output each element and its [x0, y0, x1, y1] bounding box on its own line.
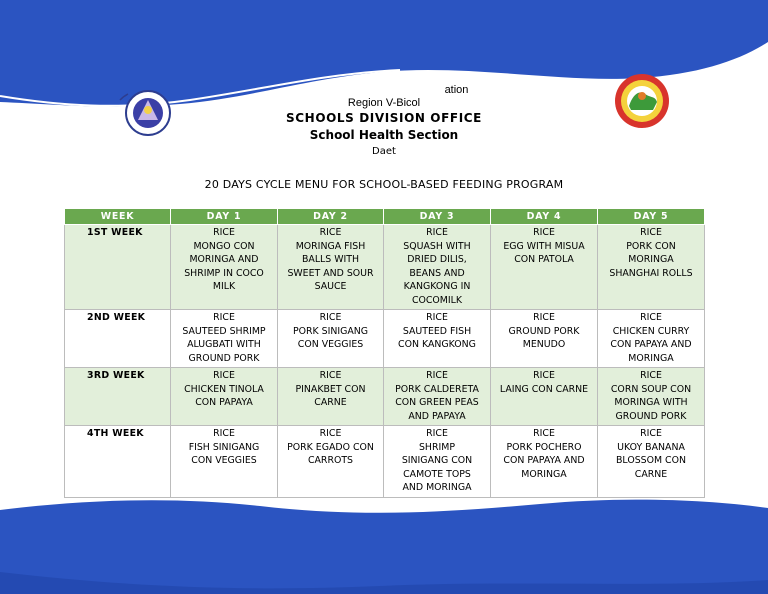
menu-cell: RICE CHICKEN TINOLA CON PAPAYA: [171, 368, 278, 426]
table-row-week-3: [65, 368, 705, 426]
column-header-day-5: DAY 5: [598, 209, 705, 225]
menu-cell: RICE PORK CALDERETA CON GREEN PEAS AND PAPAYA: [384, 368, 491, 426]
table-row-week-2: [65, 310, 705, 368]
menu-cell: RICE EGG WITH MISUA CON PATOLA: [491, 225, 598, 310]
menu-cell: RICE GROUND PORK MENUDO: [491, 310, 598, 368]
column-header-day-2: DAY 2: [278, 209, 384, 225]
week-label: 4TH WEEK: [65, 426, 171, 498]
menu-cell: RICE UKOY BANANA BLOSSOM CON CARNE: [598, 426, 705, 498]
column-header-day-3: DAY 3: [384, 209, 491, 225]
bottom-decorative-band: [0, 496, 768, 594]
column-header-day-1: DAY 1: [171, 209, 278, 225]
table-header-row: [65, 209, 705, 225]
menu-cell: RICE PORK SINIGANG CON VEGGIES: [278, 310, 384, 368]
table-row-week-1: [65, 225, 705, 310]
menu-cell: RICE PORK CON MORINGA SHANGHAI ROLLS: [598, 225, 705, 310]
table-row-week-4: [65, 426, 705, 498]
menu-cell: RICE FISH SINIGANG CON VEGGIES: [171, 426, 278, 498]
menu-cell: RICE PORK EGADO CON CARROTS: [278, 426, 384, 498]
city-line: Daet: [372, 146, 396, 157]
menu-cell: RICE LAING CON CARNE: [491, 368, 598, 426]
department-line-partial: ation: [444, 84, 469, 96]
section-title: School Health Section: [309, 128, 459, 142]
menu-title: 20 DAYS CYCLE MENU FOR SCHOOL-BASED FEEDING PROGRAM: [204, 178, 564, 191]
menu-cell: RICE MONGO CON MORINGA AND SHRIMP IN COCO MILK: [171, 225, 278, 310]
menu-cell: RICE CORN SOUP CON MORINGA WITH GROUND PORK: [598, 368, 705, 426]
column-header-day-4: DAY 4: [491, 209, 598, 225]
region-line: Region V-Bicol: [347, 97, 421, 109]
menu-cell: RICE SAUTEED SHRIMP ALUGBATI WITH GROUND PORK: [171, 310, 278, 368]
column-header-week: WEEK: [65, 209, 171, 225]
menu-cell: RICE MORINGA FISH BALLS WITH SWEET AND SOUR SAUCE: [278, 225, 384, 310]
menu-cell: RICE CHICKEN CURRY CON PAPAYA AND MORINGA: [598, 310, 705, 368]
week-label: 2ND WEEK: [65, 310, 171, 368]
week-label: 3RD WEEK: [65, 368, 171, 426]
menu-cell: RICE PORK POCHERO CON PAPAYA AND MORINGA: [491, 426, 598, 498]
menu-cell: RICE SAUTEED FISH CON KANGKONG: [384, 310, 491, 368]
menu-cell: RICE SQUASH WITH DRIED DILIS, BEANS AND KANGKONG IN COCOMILK: [384, 225, 491, 310]
cycle-menu-table: [64, 208, 705, 498]
week-label: 1ST WEEK: [65, 225, 171, 310]
office-title: SCHOOLS DIVISION OFFICE: [286, 111, 482, 125]
menu-cell: RICE PINAKBET CON CARNE: [278, 368, 384, 426]
menu-cell: RICE SHRIMP SINIGANG CON CAMOTE TOPS AND MORINGA: [384, 426, 491, 498]
